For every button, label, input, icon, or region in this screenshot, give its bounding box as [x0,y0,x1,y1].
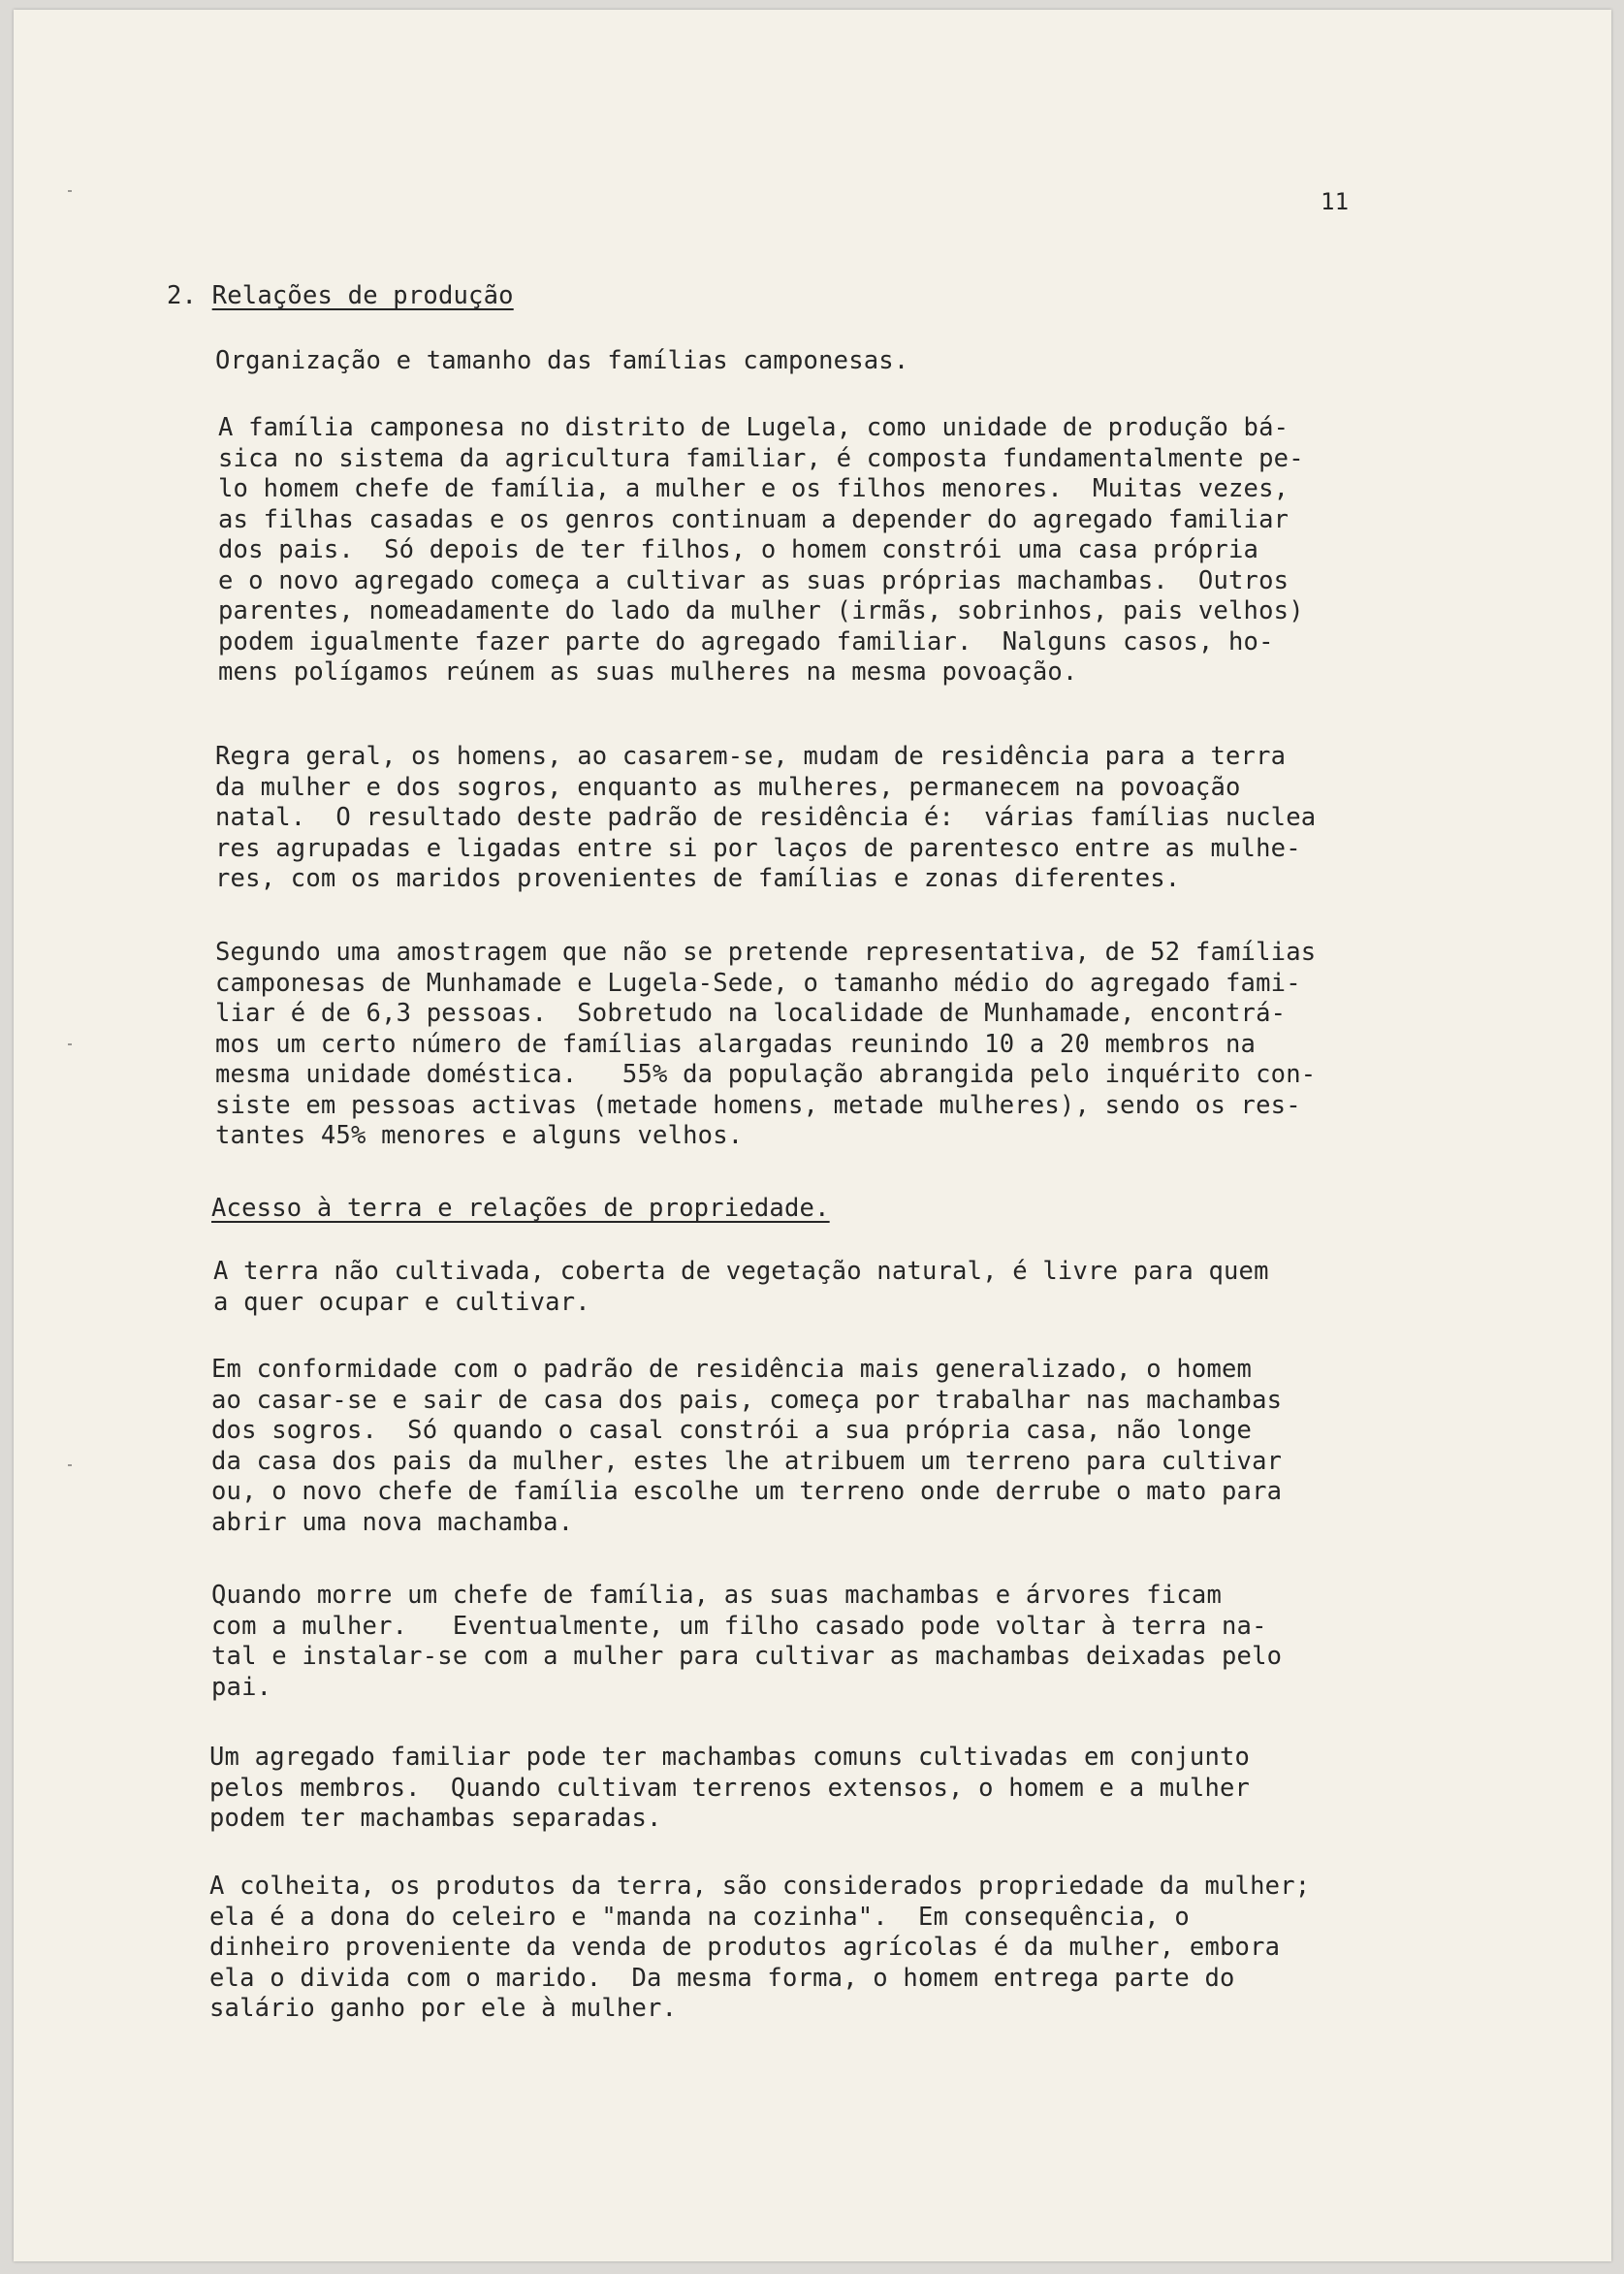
margin-mark [68,1043,72,1045]
paragraph-line: mesma unidade doméstica. 55% da população abrangida pelo inquérito con- [215,1060,1317,1089]
paragraph-line: ao casar-se e sair de casa dos pais, começa por trabalhar nas machambas [211,1385,1283,1415]
paragraph-line: A família camponesa no distrito de Lugela, como unidade de produção bá- [218,413,1290,442]
paragraph-common-fields [209,1743,1250,1835]
paragraph-line: res agrupadas e ligadas entre si por laços de parentesco entre as mulhe- [215,833,1301,863]
paragraph-residence-and-fields [211,1355,1282,1538]
paragraph-line: camponesas de Munhamade e Lugela-Sede, o tamanho médio do agregado fami- [215,968,1301,998]
paragraph-line: A colheita, os produtos da terra, são considerados propriedade da mulher; [209,1872,1311,1901]
paragraph-line: Segundo uma amostragem que não se pretende representativa, de 52 famílias [215,938,1317,967]
page-number: 11 [1321,188,1350,215]
paragraph-line: liar é de 6,3 pessoas. Sobretudo na localidade de Munhamade, encontrá- [215,999,1287,1028]
paragraph-line: tantes 45% menores e alguns velhos. [215,1121,744,1150]
paragraph-line: Em conformidade com o padrão de residência mais generalizado, o homem [211,1355,1253,1384]
paragraph-line: pelos membros. Quando cultivam terrenos extensos, o homem e a mulher [209,1773,1251,1803]
section-title: Relações de produção [211,281,514,310]
paragraph-line: Regra geral, os homens, ao casarem-se, mudam de residência para a terra [215,742,1287,771]
paragraph-line: a quer ocupar e cultivar. [213,1287,590,1317]
paragraph-line: dos sogros. Só quando o casal constrói a sua própria casa, não longe [211,1416,1253,1445]
paragraph-line: abrir uma nova machamba. [211,1507,574,1537]
paragraph-sample-statistics [215,938,1316,1152]
section-number: 2. [167,281,198,310]
paragraph-line: podem ter machambas separadas. [209,1804,662,1833]
paragraph-line: as filhas casadas e os genros continuam a depender do agregado familiar [218,504,1290,534]
paragraph-line: ela o divida com o marido. Da mesma forma, o homem entrega parte do [209,1963,1235,1993]
paragraph-harvest-ownership [209,1872,1310,2025]
paragraph-line: Um agregado familiar pode ter machambas comuns cultivadas em conjunto [209,1743,1251,1772]
paragraph-line: da mulher e dos sogros, enquanto as mulheres, permanecem na povoação [215,772,1241,802]
paragraph-line: pai. [211,1672,272,1702]
paragraph-uncultivated-land [213,1257,1269,1318]
paragraph-line: siste em pessoas activas (metade homens, metade mulheres), sendo os res- [215,1090,1301,1120]
paragraph-line: com a mulher. Eventualmente, um filho casado pode voltar à terra na- [211,1611,1267,1641]
paragraph-family-composition [218,413,1304,689]
paragraph-line: natal. O resultado deste padrão de residência é: várias famílias nuclea [215,803,1317,832]
paragraph-line: da casa dos pais da mulher, estes lhe atribuem um terreno para cultivar [211,1446,1283,1476]
paragraph-line: mos um certo número de famílias alargadas reunindo 10 a 20 membros na [215,1029,1257,1059]
subsection-heading-land-access: Acesso à terra e relações de propriedade. [211,1194,830,1223]
paragraph-residence-pattern [215,742,1316,895]
paragraph-line: lo homem chefe de família, a mulher e os filhos menores. Muitas vezes, [218,474,1290,503]
paragraph-line: e o novo agregado começa a cultivar as suas próprias machambas. Outros [218,565,1290,595]
margin-mark [68,190,72,192]
paragraph-line: podem igualmente fazer parte do agregado familiar. Nalguns casos, ho- [218,626,1274,657]
paragraph-line: tal e instalar-se com a mulher para cultivar as machambas deixadas pelo [211,1642,1283,1671]
paragraph-line: dinheiro proveniente da venda de produtos agrícolas é da mulher, embora [209,1933,1281,1962]
paragraph-line: ela é a dona do celeiro e "manda na cozinha". Em consequência, o [209,1902,1190,1932]
section-heading [167,281,514,312]
subsection-heading: Organização e tamanho das famílias camponesas. [215,346,909,375]
paragraph-line: res, com os maridos provenientes de famílias e zonas diferentes. [215,864,1181,893]
paragraph-line: sica no sistema da agricultura familiar, é composta fundamentalmente pe- [218,443,1304,473]
paragraph-line: A terra não cultivada, coberta de vegetação natural, é livre para quem [213,1257,1269,1286]
paragraph-line: mens polígamos reúnem as suas mulheres na mesma povoação. [218,657,1078,687]
margin-mark [68,1464,72,1466]
paragraph-line: ou, o novo chefe de família escolhe um terreno onde derrube o mato para [211,1477,1283,1506]
paragraph-line: Quando morre um chefe de família, as suas machambas e árvores ficam [211,1581,1223,1610]
paragraph-line: salário ganho por ele à mulher. [209,1994,678,2023]
paragraph-line: dos pais. Só depois de ter filhos, o homem constrói uma casa própria [218,535,1259,564]
paragraph-line: parentes, nomeadamente do lado da mulher (irmãs, sobrinhos, pais velhos) [218,596,1304,625]
paragraph-inheritance [211,1581,1282,1703]
